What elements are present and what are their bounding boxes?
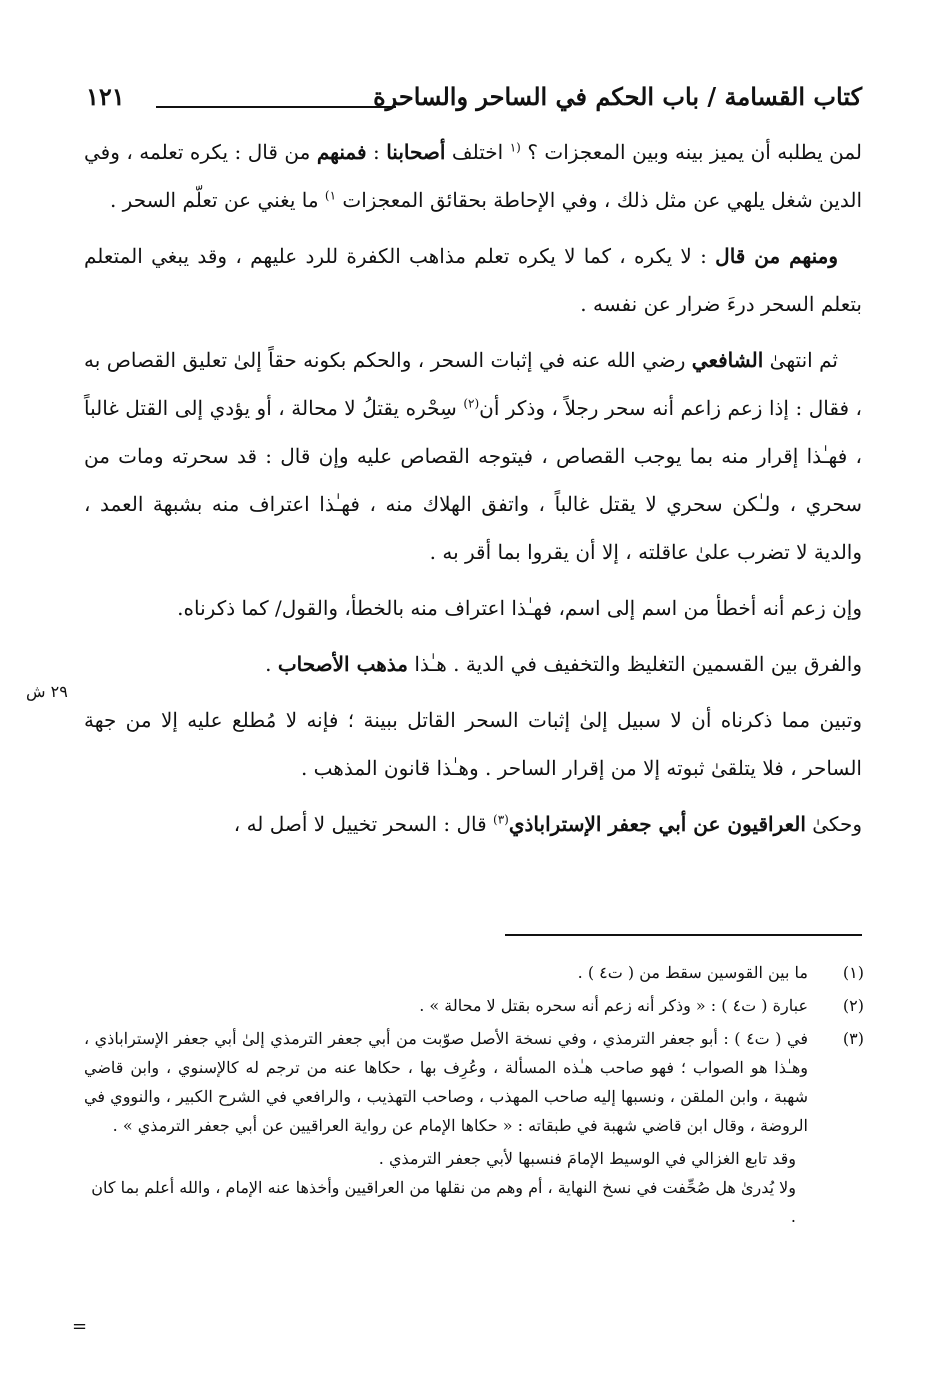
bold-term: أصحابنا: [386, 140, 446, 164]
footnote-text: ما بين القوسين سقط من ( ت٤ ) .: [577, 963, 808, 982]
bold-term: ومنهم من قال: [715, 244, 838, 268]
footnote-number: (٢): [842, 996, 864, 1015]
text-span: من قال : يكره تعلمه ، وفي الدين شغل يلهي عن مثل ذلك ، وفي الإحاطة بحقائق المعجزات: [84, 140, 862, 212]
text-span: : لا يكره ، كما لا يكره تعلم مذاهب الكفرة للرد عليهم ، وقد يبغي المتعلم بتعلم السحر درءَ ضرار عن نفسه .: [84, 244, 862, 316]
footnote-ref-close: ١): [324, 188, 337, 203]
footnote-number: (٣): [842, 1029, 864, 1048]
footnote-ref: (٢): [463, 396, 480, 411]
footnote-3-continuation-1: وقد تابع الغزالي في الوسيط الإمامَ فنسبها لأبي جعفر الترمذي .: [378, 1149, 796, 1168]
footnote-number: (١): [842, 963, 864, 982]
footnote-1: [84, 958, 864, 987]
page-number: ١٢١: [86, 82, 125, 111]
main-text: [84, 128, 862, 856]
bold-term: العراقيون عن أبي جعفر الإستراباذي: [508, 812, 806, 836]
continuation-mark: =: [72, 1316, 88, 1337]
footnote-ref: (٣): [493, 812, 509, 827]
paragraph-5: [84, 640, 862, 688]
footnote-text: في ( ت٤ ) : أبو جعفر الترمذي ، وفي نسخة الأصل صوّبت من أبي جعفر الترمذي إلىٰ أبي جعفر الإستراباذي ، وهـٰذا هو الصواب ؛ فهو صاحب هـٰذه المسألة ، وعُرِف بها ، حكاها عنه من ترجم له كالإسنوي ، وابن قاضي شهبة ، وابن الملقن ، ونسبها إليه صاحب المهذب ، وصاحب التهذيب ، والرافعي في الشرح الكبير ، والنووي في الروضة ، وقال ابن قاضي شهبة في طبقاته : « حكاها الإمام عن رواية العراقيين عن أبي جعفر الترمذي » .: [84, 1029, 809, 1135]
margin-note: ٢٩ ش: [26, 682, 68, 701]
footnote-separator: [505, 934, 862, 936]
bold-term: الشافعي: [691, 348, 764, 372]
text-span: لمن يطلبه أن يميز بينه وبين المعجزات ؟: [520, 140, 863, 164]
text-span: اختلف: [445, 140, 510, 164]
bold-term: فمنهم: [316, 140, 367, 164]
header-title: كتاب القسامة / باب الحكم في الساحر والساحرة: [373, 82, 862, 111]
paragraph-4: [84, 584, 862, 632]
header-rule: [156, 106, 396, 108]
text-span: :: [366, 140, 387, 164]
paragraph-6: [84, 696, 862, 792]
paragraph-2: [84, 232, 862, 328]
text-span: وتبين مما ذكرناه أن لا سبيل إلىٰ إثبات السحر القاتل ببينة ؛ فإنه لا مُطلع عليه إلا من جهة الساحر ، فلا يتلقىٰ ثبوته إلا من إقرار الساحر . وهـٰذا قانون المذهب .: [84, 708, 862, 780]
paragraph-1: [84, 128, 862, 224]
running-header: [86, 82, 862, 122]
text-span: سِحْره يقتلُ لا محالة ، أو يؤدي إلى القتل غالباً ، فهـٰذا إقرار منه بما يوجب القصاص ، فيتوجه القصاص عليه وإن قال : قد سحرته ومات من سحري ، ولـٰكن سحري لا يقتل غالباً ، واتفق الهلاك منه ، فهـٰذا اعتراف منه بشبهة العمد ، والدية لا تضرب علىٰ عاقلته ، إلا أن يقروا بما أقر به .: [84, 396, 862, 564]
footnote-ref-open: (١: [509, 140, 521, 155]
text-span: قال : السحر تخييل لا أصل له ،: [233, 812, 494, 836]
text-span: ما يغني عن تعلّم السحر .: [109, 188, 325, 212]
text-span: رضي الله عنه في إثبات السحر ، والحكم بكونه حقاً إلىٰ تعليق القصاص به ، فقال : إذا زعم زاعم أنه سحر رجلاً ، وذكر أن: [84, 348, 863, 420]
text-span: وإن زعم أنه أخطأ من اسم إلى اسم، فهـٰذا اعتراف منه بالخطأ، والقول/ كما ذكرناه.: [177, 596, 862, 620]
bold-term: مذهب الأصحاب: [277, 652, 408, 676]
text-span: ثم انتهىٰ: [763, 348, 838, 372]
text-span: .: [265, 652, 278, 676]
footnote-3-continuation-2: ولا يُدرىٰ هل صُحِّفت في نسخ النهاية ، أم وهم من نقلها من العراقيين وأخذها عنه الإمام ، والله أعلم بما كان .: [91, 1178, 796, 1226]
footnote-2: [84, 991, 864, 1020]
text-span: وحكىٰ: [805, 812, 862, 836]
paragraph-7: [84, 800, 862, 848]
footnote-text: عبارة ( ت٤ ) : « وذكر أنه زعم أنه سحره بقتل لا محالة » .: [419, 996, 808, 1015]
paragraph-3: [84, 336, 862, 576]
footnote-3: [84, 1024, 864, 1140]
footnotes: [84, 958, 864, 1231]
text-span: والفرق بين القسمين التغليظ والتخفيف في الدية . هـٰذا: [407, 652, 862, 676]
